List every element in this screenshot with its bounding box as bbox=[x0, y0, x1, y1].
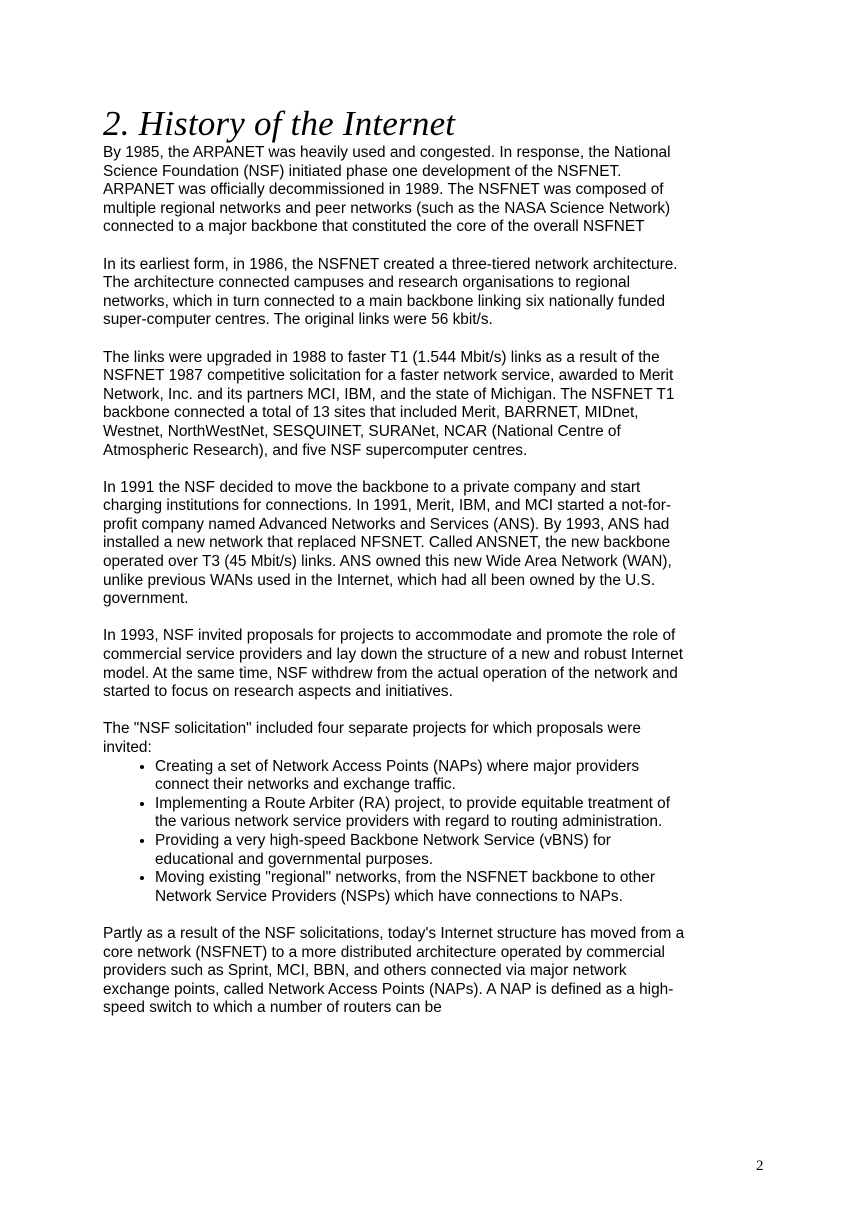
paragraph-ansnet: In 1991 the NSF decided to move the backbone to a private company and start charging institutions for connections. In 1991, Merit, IBM, and MCI started a not-for-profit company named Advanced Networks and Services (ANS). By 1993, ANS had installed a new network that replaced NFSNET. Called ANSNET, the new backbone operated over T3 (45 Mbit/s) links. ANS owned this new Wide Area Network (WAN), unlike previous WANs used in the Internet, which had all been owned by the U.S. government. bbox=[103, 478, 672, 608]
paragraph-nsf-solicitation: The "NSF solicitation" included four separate projects for which proposals were invited: bbox=[103, 720, 641, 756]
section-heading: 2. History of the Internet bbox=[103, 104, 456, 143]
paragraph-three-tiered: In its earliest form, in 1986, the NSFNET created a three-tiered network architecture. The architecture connected campuses and research organisations to regional networks, which in turn connected to a main backbone linking six nationally funded super-computer centres. The original links were 56 kbit/s. bbox=[103, 255, 678, 329]
paragraph-1993-proposals: In 1993, NSF invited proposals for projects to accommodate and promote the role of commercial service providers and lay down the structure of a new and robust Internet model. At the same time, NSF withdrew from the actual operation of the network and started to focus on research aspects and initiatives. bbox=[103, 627, 683, 701]
solicitation-projects-list bbox=[103, 758, 693, 907]
list-item: • Creating a set of Network Access Points (NAPs) where major providers connect their networks and exchange traffic. bbox=[155, 758, 693, 795]
list-item: • Moving existing "regional" networks, from the NSFNET backbone to other Network Service Providers (NSPs) which have connections to NAPs. bbox=[155, 869, 693, 906]
paragraph-nap-structure: Partly as a result of the NSF solicitations, today's Internet structure has moved from a core network (NSFNET) to a more distributed architecture operated by commercial providers such as Sprint, MCI, BBN, and others connected via major network exchange points, called Network Access Points (NAPs). A NAP is defined as a high-speed switch to which a number of routers can be bbox=[103, 924, 685, 1017]
list-item: • Implementing a Route Arbiter (RA) project, to provide equitable treatment of the various network service providers with regard to routing administration. bbox=[155, 795, 693, 832]
page-number: 2 bbox=[756, 1158, 764, 1174]
list-item: • Providing a very high-speed Backbone Network Service (vBNS) for educational and governmental purposes. bbox=[155, 832, 693, 869]
paragraph-t1-upgrade: The links were upgraded in 1988 to faster T1 (1.544 Mbit/s) links as a result of the NSFNET 1987 competitive solicitation for a faster network service, awarded to Merit Network, Inc. and its partners MCI, IBM, and the state of Michigan. The NSFNET T1 backbone connected a total of 13 sites that included Merit, BARRNET, MIDnet, Westnet, NorthWestNet, SESQUINET, SURANet, NCAR (National Centre of Atmospheric Research), and five NSF supercomputer centres. bbox=[103, 348, 675, 459]
paragraph-arpanet: By 1985, the ARPANET was heavily used and congested. In response, the National Science Foundation (NSF) initiated phase one development of the NSFNET. ARPANET was officially decommissioned in 1989. The NSFNET was composed of multiple regional networks and peer networks (such as the NASA Science Network) connected to a major backbone that constituted the core of the overall NSFNET bbox=[103, 144, 671, 236]
page-content bbox=[103, 104, 693, 1018]
